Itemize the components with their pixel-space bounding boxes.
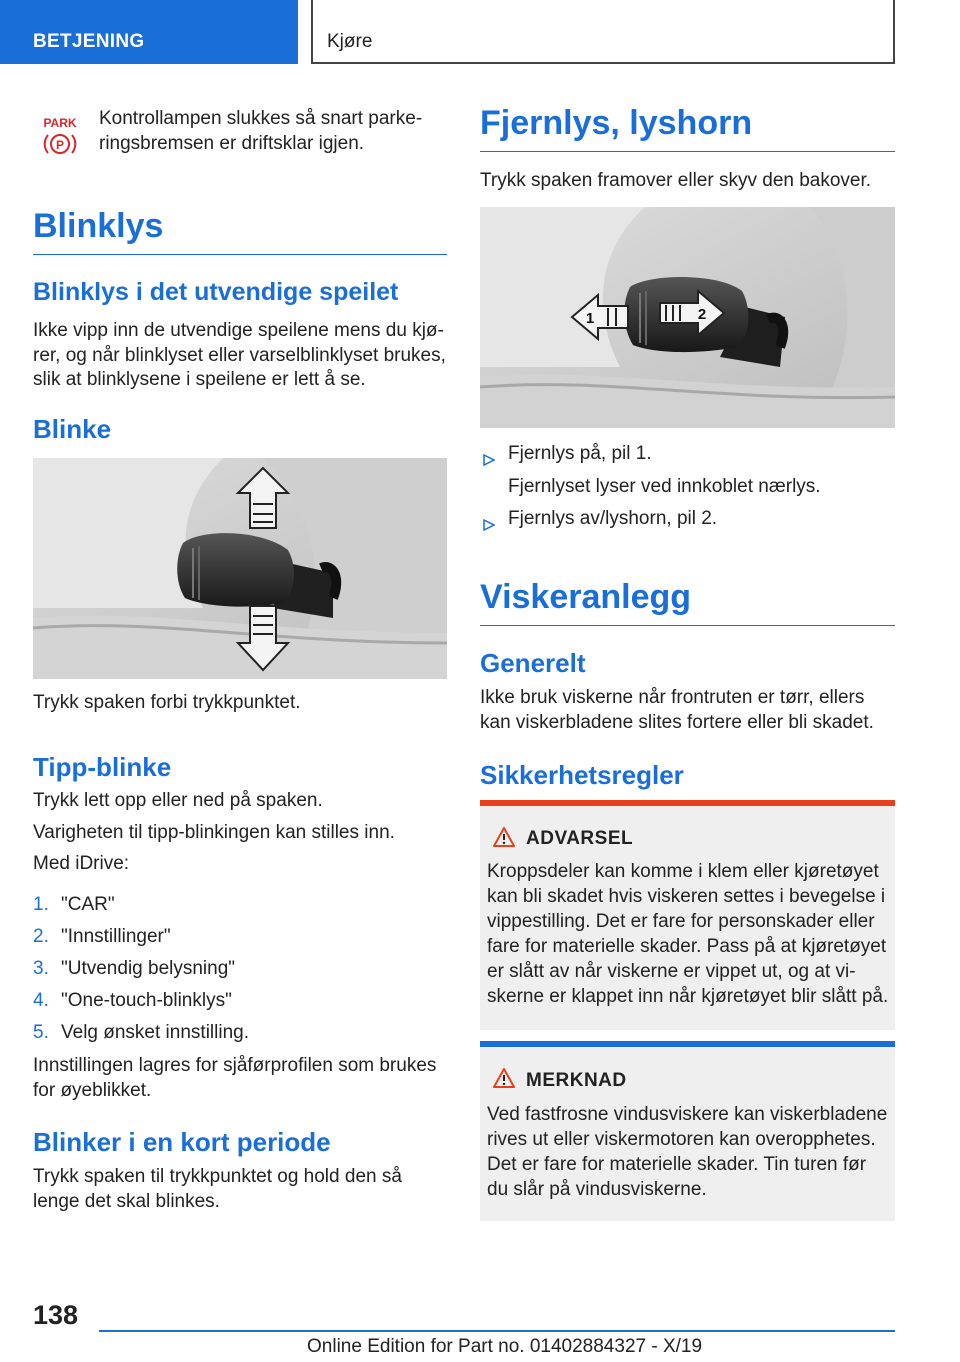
step-item xyxy=(33,988,447,1013)
warning-label: ADVARSEL xyxy=(526,828,634,849)
tipp-heading: Tipp-blinke xyxy=(33,752,172,782)
step-item xyxy=(33,892,447,917)
edition-note: Online Edition for Part no. 01402884327 - X/19 xyxy=(307,1336,703,1357)
fjernlys-intro: Trykk spaken framover eller skyv den bakover. xyxy=(480,170,872,191)
warning-triangle-icon xyxy=(492,826,516,853)
turn-signal-lever-illustration xyxy=(33,458,447,679)
mirror-text-3: slik at blinklysene i speilene er lett å se. xyxy=(33,369,366,390)
chapter-title: Kjøre xyxy=(327,31,373,52)
note-triangle-icon xyxy=(492,1067,516,1094)
generelt-heading: Generelt xyxy=(480,648,586,678)
idrive-steps xyxy=(33,892,447,1052)
warning-line: skerne er klappet inn når kjøretøyet blir slått på. xyxy=(487,986,889,1007)
bullet-item xyxy=(480,506,895,531)
warning-line: Kroppsdeler kan komme i klem eller kjøretøyet xyxy=(487,861,879,882)
arrow-label-1: 1 xyxy=(585,310,595,327)
bullet-item xyxy=(480,441,895,466)
step-item xyxy=(33,1020,447,1045)
period-text-1: Trykk spaken til trykkpunktet og hold den så xyxy=(33,1166,402,1187)
period-heading: Blinker i en kort periode xyxy=(33,1127,331,1157)
warning-line: vippestilling. Det er fare for personskader eller xyxy=(487,911,875,932)
triangle-bullet-icon xyxy=(483,448,495,473)
high-beam-bullets xyxy=(480,441,895,466)
fjernlys-title: Fjernlys, lyshorn xyxy=(480,103,895,152)
bullet-text: Fjernlys på, pil 1. xyxy=(508,443,652,464)
footer-divider xyxy=(99,1330,895,1332)
note-line: rives ut eller viskermotoren kan overopphetes. xyxy=(487,1129,876,1150)
mirror-text-1: Ikke vipp inn de utvendige speilene mens du kjø- xyxy=(33,320,444,341)
saved-text-1: Innstillingen lagres for sjåførprofilen som brukes xyxy=(33,1055,437,1076)
blinklys-title: Blinklys xyxy=(33,206,447,255)
page-number: 138 xyxy=(33,1300,79,1330)
tipp-text-2: Varigheten til tipp-blinkingen kan stilles inn. xyxy=(33,822,395,843)
svg-text:P: P xyxy=(55,138,65,152)
note-box xyxy=(480,1041,895,1221)
high-beam-bullets-2 xyxy=(480,506,895,531)
sikker-heading: Sikkerhetsregler xyxy=(480,760,684,790)
mirror-heading: Blinklys i det utvendige speilet xyxy=(33,278,399,306)
section-tab xyxy=(0,0,298,64)
note-label: MERKNAD xyxy=(526,1070,627,1091)
warning-line: fare for materielle skader. Pass på at kjøretøyet xyxy=(487,936,887,957)
note-line: Ved fastfrosne vindusviskere kan viskerbladene xyxy=(487,1104,888,1125)
warning-bar xyxy=(480,800,895,806)
chapter-tab xyxy=(311,0,895,64)
warning-box xyxy=(480,800,895,1030)
tipp-text-1: Trykk lett opp eller ned på spaken. xyxy=(33,790,323,811)
saved-text-2: for øyeblikket. xyxy=(33,1080,152,1101)
blinke-heading: Blinke xyxy=(33,414,112,444)
arrow-label-2: 2 xyxy=(697,306,707,323)
step-number: 3. xyxy=(33,958,49,979)
generelt-text-2: kan viskerbladene slites fortere eller bli skadet. xyxy=(480,712,874,733)
warning-line: er slått av når viskerne er vippet ut, og at vi- xyxy=(487,961,856,982)
step-number: 1. xyxy=(33,894,49,915)
visker-title: Viskeranlegg xyxy=(480,577,895,626)
park-brake-icon xyxy=(40,114,80,158)
park-icon-text: PARK xyxy=(43,116,77,130)
step-item xyxy=(33,956,447,981)
step-number: 4. xyxy=(33,990,49,1011)
step-item xyxy=(33,924,447,949)
step-text: "One-touch-blinklys" xyxy=(61,990,232,1011)
step-text: "Innstillinger" xyxy=(61,926,171,947)
triangle-bullet-icon xyxy=(483,513,495,538)
note-bar xyxy=(480,1041,895,1047)
step-text: "Utvendig belysning" xyxy=(61,958,236,979)
step-number: 2. xyxy=(33,926,49,947)
warning-line: kan bli skadet hvis viskeren settes i bevegelse i xyxy=(487,886,886,907)
park-note-line2: ringsbremsen er driftsklar igjen. xyxy=(99,133,365,154)
step-text: Velg ønsket innstilling. xyxy=(61,1022,249,1043)
bullet-text: Fjernlys av/lyshorn, pil 2. xyxy=(508,508,718,529)
step-number: 5. xyxy=(33,1022,49,1043)
high-beam-lever-illustration xyxy=(480,207,895,428)
blinke-caption: Trykk spaken forbi trykkpunktet. xyxy=(33,692,301,713)
generelt-text-1: Ikke bruk viskerne når frontruten er tørr, ellers xyxy=(480,687,865,708)
section-title: BETJENING xyxy=(33,31,145,52)
period-text-2: lenge det skal blinkes. xyxy=(33,1191,220,1212)
note-line: du slår på vindusviskerne. xyxy=(487,1179,707,1200)
note-line: Det er fare for materielle skader. Tin turen før xyxy=(487,1154,867,1175)
bullet-subtext: Fjernlyset lyser ved innkoblet nærlys. xyxy=(508,476,821,497)
step-text: "CAR" xyxy=(61,894,115,915)
mirror-text-2: rer, og når blinklyset eller varselblinklyset brukes, xyxy=(33,345,446,366)
park-note-line1: Kontrollampen slukkes så snart parke- xyxy=(99,108,423,129)
tipp-text-3: Med iDrive: xyxy=(33,853,130,874)
